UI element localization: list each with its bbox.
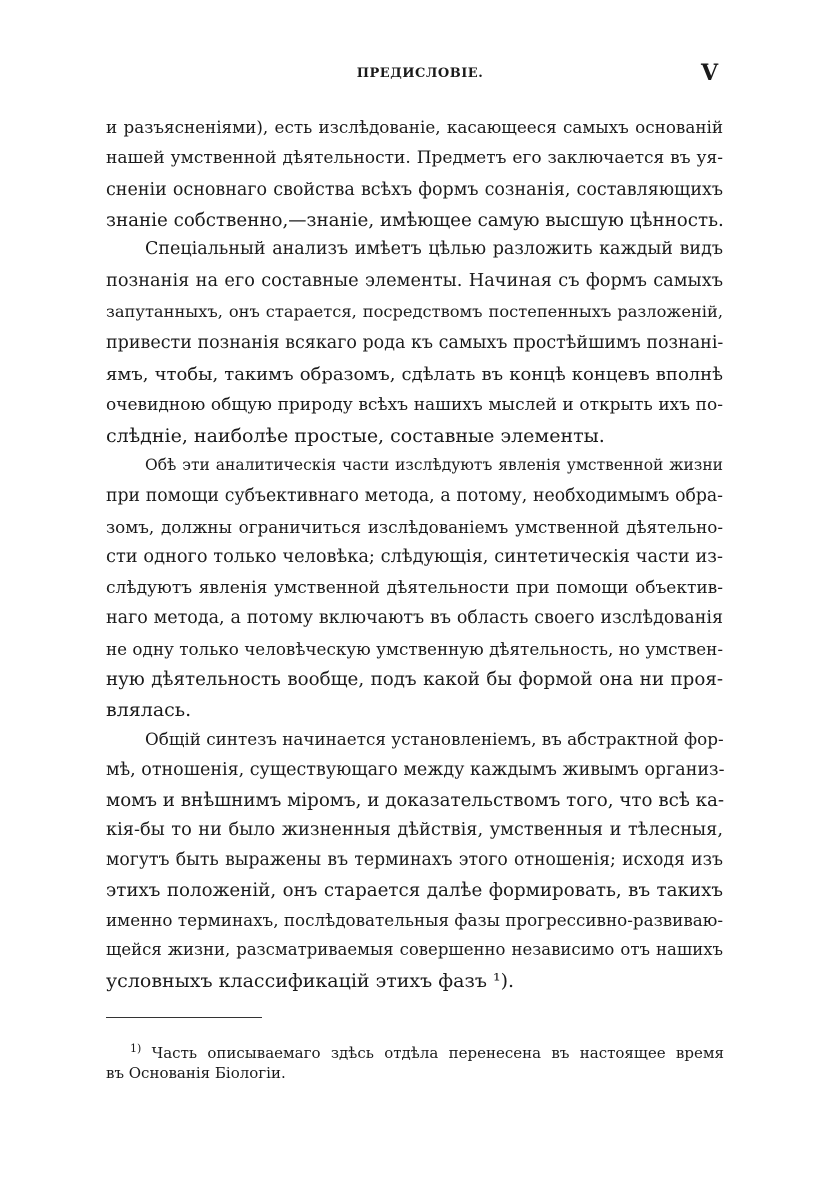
footnote-line: въ Основанія Біологіи. (106, 1064, 286, 1082)
text-line: запутанныхъ, онъ старается, посредствомъ постепенныхъ разложеній, (106, 302, 723, 321)
footnote-line (130, 1043, 724, 1061)
text-line: могутъ быть выражены въ терминахъ этого отношенія; исходя изъ (106, 850, 723, 870)
text-line: слѣдніе, наиболѣе простые, составные элементы. (106, 425, 605, 447)
text-line: этихъ положеній, онъ старается далѣе формировать, въ такихъ (106, 880, 723, 901)
footnote-divider (106, 1017, 262, 1018)
text-line: познанія на его составные элементы. Начиная съ формъ самыхъ (106, 271, 723, 291)
text-line: условныхъ классификацій этихъ фазъ ¹). (106, 970, 515, 992)
text-line: знаніе собственно,—знаніе, имѣющее самую высшую цѣнность. (106, 210, 724, 231)
text-line: Обѣ эти аналитическія части изслѣдуютъ явленія умственной жизни (145, 456, 723, 474)
text-line: привести познанія всякаго рода къ самыхъ простѣйшимъ познані- (106, 333, 724, 353)
text-line: ную дѣятельность вообще, подъ какой бы формой она ни проя- (106, 669, 723, 690)
page-number: V (701, 60, 719, 86)
text-line: ямъ, чтобы, такимъ образомъ, сдѣлать въ концѣ концевъ вполнѣ (106, 364, 723, 385)
text-line: именно терминахъ, послѣдовательныя фазы прогрессивно-развиваю- (106, 910, 723, 930)
text-line: момъ и внѣшнимъ міромъ, и доказательствомъ того, что всѣ ка- (106, 790, 725, 811)
text-line: Общій синтезъ начинается установленіемъ, въ абстрактной фор- (145, 729, 724, 749)
text-line: нашей умственной дѣятельности. Предметъ его заключается въ уя- (106, 148, 723, 168)
footnote-text: Часть описываемаго здѣсь отдѣла перенесена въ настоящее время (151, 1044, 724, 1062)
running-head: ПРЕДИСЛОВІЕ. (356, 66, 484, 81)
text-line: зомъ, должны ограничиться изслѣдованіемъ умственной дѣятельно- (106, 517, 723, 537)
text-line: и разъясненіями), есть изслѣдованіе, касающееся самыхъ основаній (106, 117, 723, 137)
text-line: слѣдуютъ явленія умственной дѣятельности при помощи объектив- (106, 578, 723, 598)
text-line: щейся жизни, разсматриваемыя совершенно независимо отъ нашихъ (106, 940, 723, 959)
text-line: влялась. (106, 699, 192, 721)
text-line: Спеціальный анализъ имѣетъ цѣлью разложить каждый видъ (145, 239, 723, 259)
text-line: сненіи основнаго свойства всѣхъ формъ сознанія, составляющихъ (106, 180, 723, 200)
footnote-marker: 1) (130, 1042, 142, 1055)
text-line: сти одного только человѣка; слѣдующія, синтетическія части из- (106, 547, 723, 567)
text-line: не одну только человѣческую умственную дѣятельность, но умствен- (106, 639, 723, 659)
text-line: наго метода, а потому включаютъ въ область своего изслѣдованія (106, 608, 723, 628)
text-line: при помощи субъективнаго метода, а потому, необходимымъ обра- (106, 486, 723, 506)
text-line: очевидною общую природу всѣхъ нашихъ мыслей и открыть ихъ по- (106, 395, 723, 415)
text-line: мѣ, отношенія, существующаго между каждымъ живымъ организ- (106, 760, 725, 780)
text-line: кія-бы то ни было жизненныя дѣйствія, умственныя и тѣлесныя, (106, 820, 723, 840)
